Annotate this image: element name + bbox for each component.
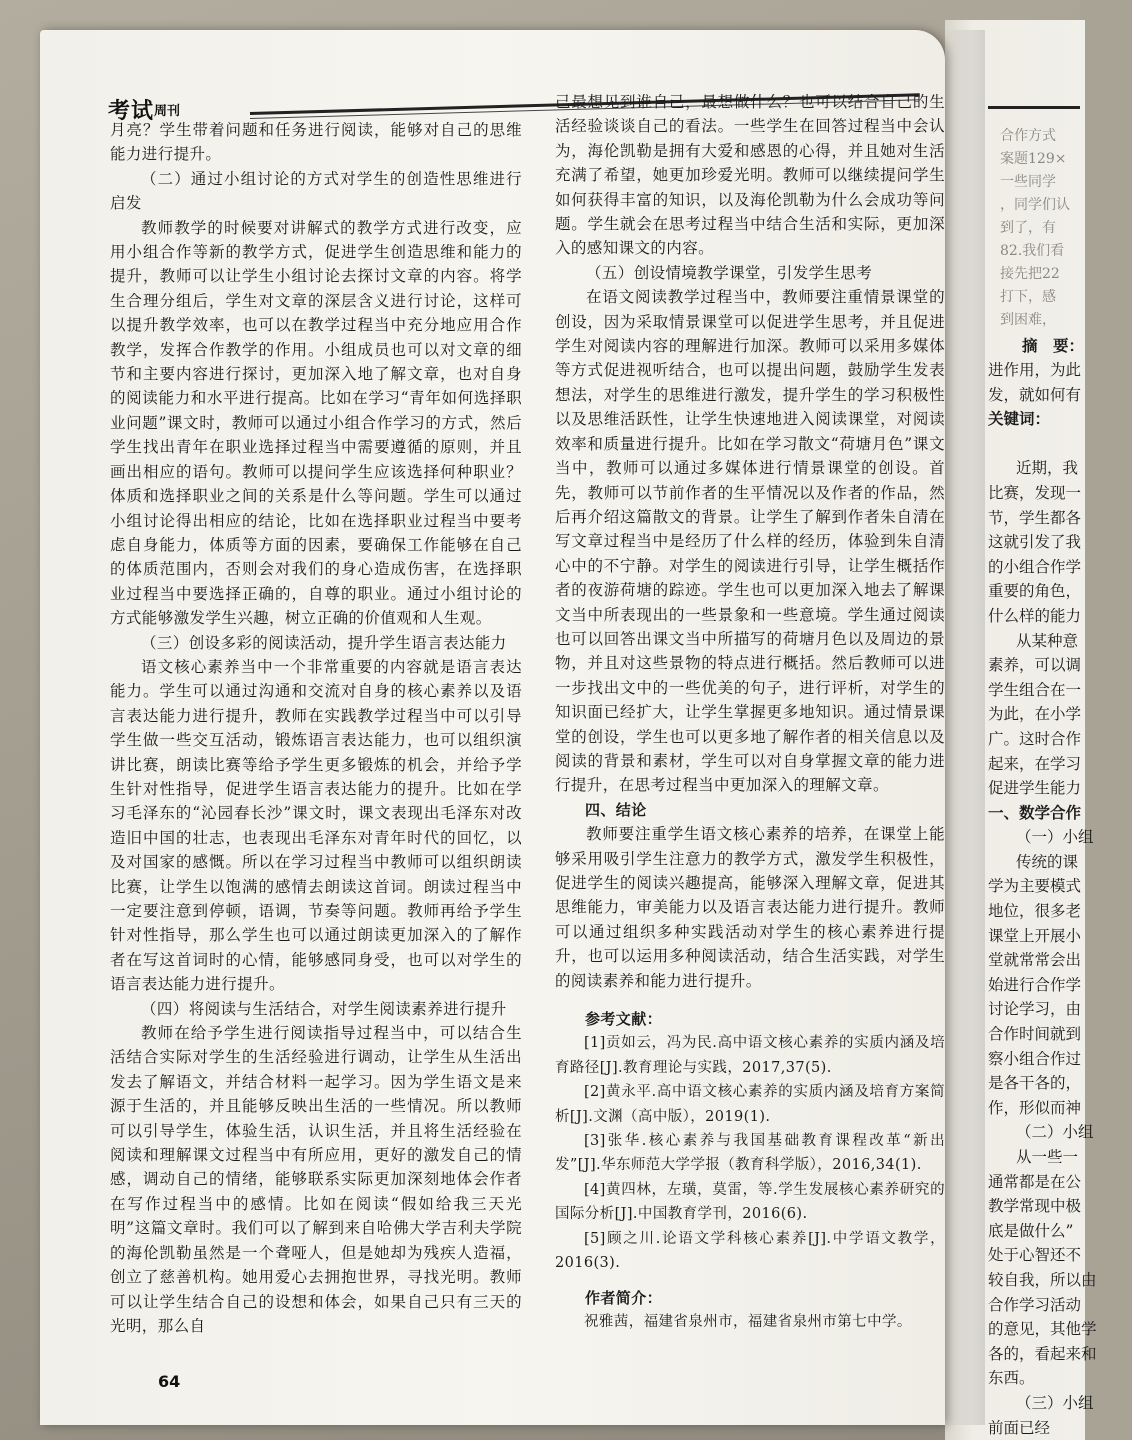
paragraph: 己最想见到谁自己，最想做什么？也可以结合自己的生活经验谈谈自己的看法。一些学生在回答过程当中会认为，海伦凯勒是拥有大爱和感恩的心得，并且她对生活充满了希望，她更加珍爱光明。教师可以继续提问学生如何获得丰富的知识，以及海伦凯勒为什么会成功等问题。学生就会在思考过程当中结合生活和实际，更加深入的感知课文的内容。 bbox=[555, 93, 945, 258]
reference-item: [3]张华.核心素养与我国基础教育课程改革“新出发”[J].华东师范大学学报（教育科学版），2016,34(1). bbox=[555, 1133, 945, 1174]
reference-item: [4]黄四林，左璜，莫雷，等.学生发展核心素养研究的国际分析[J].中国教育学刊，2016(6). bbox=[555, 1181, 945, 1223]
right-page-line: 底是做什么” bbox=[988, 1221, 1074, 1240]
reference-item: [1]贡如云，冯为民.高中语文核心素养的实质内涵及培育路径[J].教育理论与实践，2017,37(5). bbox=[555, 1035, 945, 1076]
paragraph: 教师要注重学生语文核心素养的培养，在课堂上能够采用吸引学生注意力的教学方式，激发学生积极性，促进学生的阅读兴趣提高，能够深入理解文章，促进其思维能力，审美能力以及语言表达能力进行提升。教师可以通过组织多种实践活动对学生的核心素养进行提升，也可以运用多种阅读活动，结合生活实践，对学生的阅读素养和能力进行提升。 bbox=[555, 825, 945, 990]
right-page-line: （二）小组 bbox=[1016, 1123, 1094, 1142]
right-page-line: 前面已经 bbox=[988, 1418, 1051, 1437]
section-heading: （二）通过小组讨论的方式对学生的创造性思维进行启发 bbox=[110, 169, 522, 213]
right-page-line: 是各干各的， bbox=[988, 1074, 1082, 1093]
conclusion-heading: 四、结论 bbox=[585, 800, 647, 819]
right-page-line: 通常都是在公 bbox=[988, 1172, 1082, 1191]
right-page-line: 传统的课 bbox=[1016, 852, 1079, 871]
magazine-subtitle: 周刊 bbox=[154, 104, 181, 119]
page-number: 64 bbox=[158, 1372, 181, 1391]
right-page-line: 什么样的能力 bbox=[988, 606, 1082, 625]
right-page-line: 促进学生能力 bbox=[988, 779, 1082, 798]
right-page-line: 发，就如何有 bbox=[988, 385, 1082, 404]
paragraph: 教师在给予学生进行阅读指导过程当中，可以结合生活结合实际对学生的生活经验进行调动，让学生从生活出发去了解语文，并结合材料一起学习。因为学生语文是来源于生活的，并且能够反映出生活的一些情况。所以教师可以引导学生，体验生活，认识生活，并且将生活经验在阅读和理解课文过程当中有所应用，更好的激发自己的情感，调动自己的情绪，能够联系实际更加深刻地体会作者在写作过程当中的感情。比如在阅读“假如给我三天光明”这篇文章时。我们可以了解到来自哈佛大学吉利夫学院的海伦凯勒虽然是一个聋哑人，但是她却为残疾人造福，创立了慈善机构。她用爱心去拥抱世界，寻找光明。教师可以让学生结合自己的设想和体会，如果自己只有三天的光明，那么自 bbox=[110, 1024, 522, 1335]
section-heading: （四）将阅读与生活结合，对学生阅读素养进行提升 bbox=[141, 999, 507, 1018]
paragraph: 月亮？学生带着问题和任务进行阅读，能够对自己的思维能力进行提升。 bbox=[110, 121, 522, 164]
right-page-header-rule bbox=[988, 106, 1080, 109]
right-page-line: （三）小组 bbox=[1016, 1393, 1094, 1412]
paragraph: 在语文阅读教学过程当中，教师要注重情景课堂的创设，因为采取情景课堂可以促进学生思考，并且促进学生对阅读内容的理解进行加深。教师可以采用多媒体等方式促进视听结合，也可以提出问题，鼓励学生发表想法，对学生的思维进行激发，提升学生的学习积极性以及思维活跃性，让学生快速地进入阅读课堂，对阅读效率和质量进行提升。比如在学习散文“荷塘月色”课文当中，教师可以通过多媒体进行情景课堂的创设。首先，教师可以节前作者的生平情况以及作者的作品，然后再介绍这篇散文的背景。让学生了解到作者朱自清在写文章过程当中是经历了什么样的经历，体验到朱自清心中的不宁静。对学生的阅读进行引导，让学生概括作者的夜游荷塘的踪迹。学生也可以更加深入地去了解课文当中所表现出的一些景象和一些意境。学生通过阅读也可以回答出课文当中所描写的荷塘月色以及周边的景物，并且对这些景物的特点进行概括。然后教师可以进一步找出文中的一些优美的句子，进行评析，对学生的知识面已经扩大，让学生掌握更多地知识。通过情景课堂的创设，学生也可以更多地了解作者的相关信息以及阅读的背景和素材，学生可以对自身掌握文章的能力进行提升，在思考过程当中更加深入的理解文章。 bbox=[555, 288, 945, 795]
right-page-line bbox=[988, 432, 1098, 457]
right-page-line: 从某种意 bbox=[1016, 631, 1079, 650]
right-page-line: 东西。 bbox=[988, 1369, 1035, 1388]
right-page-line: 为此，在小学 bbox=[988, 705, 1082, 724]
right-page-line: 处于心智还不 bbox=[988, 1246, 1082, 1265]
page-gutter-shadow bbox=[945, 30, 985, 1425]
right-column bbox=[555, 90, 945, 1334]
right-page-line: 讨论学习，由 bbox=[988, 1000, 1082, 1019]
right-page-line: 节，学生都各 bbox=[988, 508, 1082, 527]
right-page-faded-text: 合作方式 案题129× 一些同学 ，同学们认 到了，有 82.我们看 接先把22 打下，感 到困难， bbox=[1000, 128, 1070, 328]
right-page-line: 从一些一 bbox=[1016, 1148, 1079, 1166]
right-page-line: 较自我，所以由 bbox=[988, 1270, 1097, 1289]
right-page-line: 学为主要模式 bbox=[988, 877, 1082, 896]
right-page-line: 的意见，其他学 bbox=[988, 1320, 1097, 1339]
author-info: 祝雅茜，福建省泉州市，福建省泉州市第七中学。 bbox=[584, 1313, 912, 1330]
paragraph: 语文核心素养当中一个非常重要的内容就是语言表达能力。学生可以通过沟通和交流对自身的核心素养以及语言表达能力进行提升，教师在实践教学过程当中可以引导学生做一些交互活动，锻炼语言表达能力，也可以组织演讲比赛，朗读比赛等给予学生更多锻炼的机会，并给予学生针对性指导，促进学生语言表达能力的提升。比如在学习毛泽东的“沁园春长沙”课文时，课文表现出毛泽东对改造旧中国的壮志，也表现出毛泽东对青年时代的回忆，以及对国家的感慨。所以在学习过程当中教师可以组织朗读比赛，让学生以饱满的感情去朗读这首词。朗读过程当中一定要注意到停顿，语调，节奏等问题。教师再给予学生针对性指导，那么学生也可以通过朗读更加深入的了解作者在写这首词时的心情，能够感同身受，也可以对学生的语言表达能力进行提升。 bbox=[110, 657, 522, 994]
right-page-line: 合作时间就到 bbox=[988, 1025, 1082, 1044]
left-column bbox=[110, 118, 522, 1338]
right-page-line: 关键词： bbox=[988, 410, 1051, 429]
references-heading: 参考文献： bbox=[585, 1010, 663, 1029]
right-page-line: 作，形似而神 bbox=[988, 1098, 1082, 1117]
right-page-line: 课堂上开展小 bbox=[988, 926, 1082, 945]
right-page-line: 各的，看起来和 bbox=[988, 1344, 1097, 1363]
right-page-text bbox=[988, 358, 1098, 1440]
reference-item: [2]黄永平.高中语文核心素养的实质内涵及培育方案简析[J].文渊（高中版），2019(1). bbox=[555, 1084, 945, 1125]
right-page-line: 始进行合作学 bbox=[988, 975, 1082, 994]
right-page-line: 起来，在学习 bbox=[988, 754, 1082, 773]
right-page-line: 这就引发了我 bbox=[988, 533, 1082, 552]
magazine-title: 考试 bbox=[108, 99, 155, 124]
paragraph: 教师教学的时候要对讲解式的教学方式进行改变，应用小组合作等新的教学方式，促进学生创造思维和能力的提升，教师可以让学生小组讨论去探讨文章的内容。将学生合理分组后，学生对文章的深层含义进行讨论，这样可以提升教学效率，也可以在教学过程当中充分地应用合作教学，发挥合作教学的作用。小组成员也可以对文章的细节和主要内容进行探讨，更加深入地了解文章，也对自身的阅读能力和水平进行提高。比如在学习“青年如何选择职业问题”课文时，教师可以通过小组合作学习的方式，然后学生找出青年在职业选择过程当中需要遵循的原则，并且画出相应的语句。教师可以提问学生应该选择何种职业？体质和选择职业之间的关系是什么等问题。学生可以通过小组讨论得出相应的结论，比如在选择职业过程当中要考虑自身能力，体质等方面的因素，要确保工作能够在自己的体质范围内，否则会对我们的身心造成伤害，在选择职业过程当中要选择正确的，自尊的职业。通过小组讨论的方式能够激发学生兴趣，树立正确的价值观和人生观。 bbox=[110, 218, 522, 628]
right-page-line: 广。这时合作 bbox=[988, 729, 1082, 748]
right-page-line: （一）小组 bbox=[1016, 828, 1094, 847]
right-page-line: 进作用，为此 bbox=[988, 361, 1082, 379]
right-page-line: 近期，我 bbox=[1016, 459, 1079, 478]
right-page-line: 学生组合在一 bbox=[988, 680, 1082, 699]
right-page-line: 的小组合作学 bbox=[988, 557, 1082, 576]
abstract-label: 摘 要： bbox=[1022, 337, 1085, 355]
right-page-line: 比赛，发现一 bbox=[988, 483, 1082, 502]
right-page-line: 一、数学合作 bbox=[988, 803, 1082, 822]
section-heading: （三）创设多彩的阅读活动，提升学生语言表达能力 bbox=[141, 633, 507, 652]
author-heading: 作者简介： bbox=[585, 1288, 663, 1307]
right-page-line: 教学常现中极 bbox=[988, 1197, 1082, 1216]
right-page-line: 重要的角色， bbox=[988, 582, 1082, 601]
right-page-line: 堂就常常会出 bbox=[988, 951, 1082, 970]
right-page-line: 地位，很多老 bbox=[988, 902, 1082, 921]
right-page-line: 合作学习活动 bbox=[988, 1295, 1082, 1314]
reference-item: [5]顾之川.论语文学科核心素养[J].中学语文教学，2016(3). bbox=[555, 1230, 945, 1272]
section-heading: （五）创设情境教学课堂，引发学生思考 bbox=[586, 263, 873, 282]
right-page-line: 素养，可以调 bbox=[988, 656, 1082, 675]
right-page-line: 察小组合作过 bbox=[988, 1049, 1082, 1068]
